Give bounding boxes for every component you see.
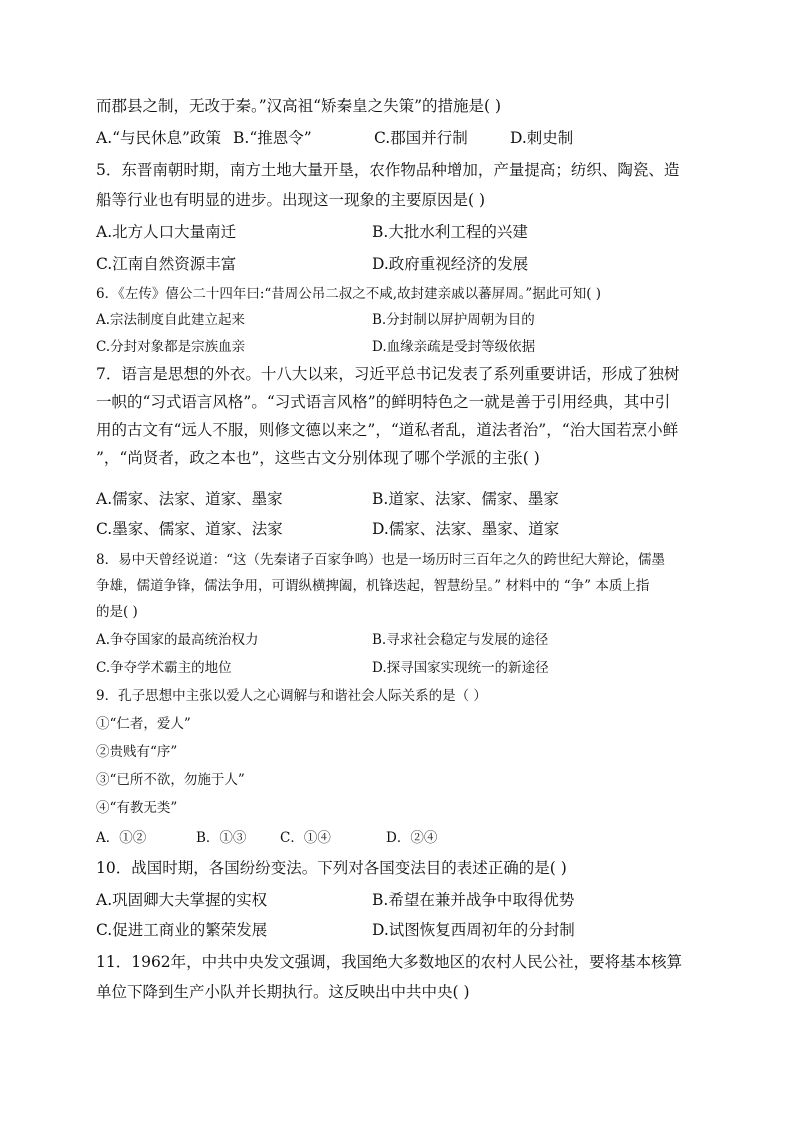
q10-option-a: A.巩固卿大夫掌握的实权 [96, 891, 268, 909]
q5-stem-line1: 5．东晋南朝时期，南方土地大量开垦，农作物品种增加，产量提高；纺织、陶瓷、造 [96, 161, 680, 179]
q7-stem-line2: 一帜的“习式语言风格”。“习式语言风格”的鲜明特色之一就是善于引用经典，其中引 [96, 393, 671, 411]
q7-stem-line4: ”，“尚贤者，政之本也”，这些古文分别体现了哪个学派的主张( ) [96, 449, 540, 467]
q10-stem: 10．战国时期，各国纷纷变法。下列对各国变法目的表述正确的是( ) [96, 859, 567, 877]
q4-option-c: C.郡国并行制 [374, 129, 468, 147]
q10-option-d: D.试图恢复西周初年的分封制 [372, 921, 575, 939]
q7-option-d: D.儒家、法家、墨家、道家 [372, 520, 560, 538]
q6-option-b: B.分封制以屏护周朝为目的 [372, 312, 535, 328]
q9-option-d: D．②④ [386, 830, 438, 846]
q11-stem-line2: 单位下降到生产小队并长期执行。这反映出中共中央( ) [96, 983, 470, 1001]
q4-option-b: B.“推恩令” [233, 129, 312, 147]
q8-option-b: B.寻求社会稳定与发展的途径 [372, 632, 549, 648]
q10-option-b: B.希望在兼并战争中取得优势 [372, 891, 575, 909]
q6-stem: 6．《左传》僖公二十四年曰:“昔周公吊二叔之不咸,故封建亲戚以蕃屏周。”据此可知( ) [96, 286, 602, 302]
q8-option-a: A.争夺国家的最高统治权力 [96, 632, 259, 648]
q9-item-4: ④“有教无类” [96, 800, 178, 816]
q5-option-b: B.大批水利工程的兴建 [372, 223, 528, 241]
q10-option-c: C.促进工商业的繁荣发展 [96, 921, 268, 939]
q4-option-a: A.“与民休息”政策 [96, 129, 221, 147]
q8-option-d: D.探寻国家实现统一的新途径 [372, 660, 549, 676]
q7-stem-line1: 7．语言是思想的外衣。十八大以来，习近平总书记发表了系列重要讲话，形成了独树 [96, 365, 680, 383]
q9-item-1: ①“仁者，爱人” [96, 716, 191, 732]
q9-stem: 9．孔子思想中主张以爱人之心调解与和谐社会人际关系的是（ ） [96, 688, 487, 704]
q4-continuation: 而郡县之制，无改于秦。”汉高祖“矫秦皇之失策”的措施是( ) [96, 97, 502, 115]
q4-option-d: D.刺史制 [510, 129, 574, 147]
q7-option-b: B.道家、法家、儒家、墨家 [372, 490, 559, 508]
q9-option-b: B．①③ [196, 830, 247, 846]
q6-option-c: C.分封对象都是宗族血亲 [96, 339, 246, 355]
q8-option-c: C.争夺学术霸主的地位 [96, 660, 232, 676]
q11-stem-line1: 11．1962年，中共中央发文强调，我国绝大多数地区的农村人民公社，要将基本核算 [96, 953, 683, 971]
q7-option-a: A.儒家、法家、道家、墨家 [96, 490, 283, 508]
q7-option-c: C.墨家、儒家、道家、法家 [96, 520, 283, 538]
q5-option-a: A.北方人口大量南迁 [96, 223, 237, 241]
q8-stem-line2: 争雄，儒道争锋，儒法争用，可谓纵横捭阖，机锋迭起，智慧纷呈。” 材料中的 “争” 本质上指 [96, 578, 650, 594]
q6-option-a: A.宗法制度自此建立起来 [96, 312, 246, 328]
q9-item-3: ③“已所不欲，勿施于人” [96, 772, 245, 788]
q9-option-c: C．①④ [280, 830, 331, 846]
q8-stem-line1: 8．易中天曾经说道：“这（先秦诸子百家争鸣）也是一场历时三百年之久的跨世纪大辩论，儒墨 [96, 552, 665, 568]
q9-option-a: A．①② [96, 830, 147, 846]
q8-stem-line3: 的是( ) [96, 604, 138, 620]
q5-option-d: D.政府重视经济的发展 [372, 255, 529, 273]
q5-option-c: C.江南自然资源丰富 [96, 255, 237, 273]
q5-stem-line2: 船等行业也有明显的进步。出现这一现象的主要原因是( ) [96, 191, 486, 209]
q9-item-2: ②贵贱有“序” [96, 744, 178, 760]
q6-option-d: D.血缘亲疏是受封等级依据 [372, 339, 536, 355]
q7-stem-line3: 用的古文有“远人不服，则修文德以来之”，“道私者乱，道法者治”，“治大国若烹小鲜 [96, 421, 679, 439]
